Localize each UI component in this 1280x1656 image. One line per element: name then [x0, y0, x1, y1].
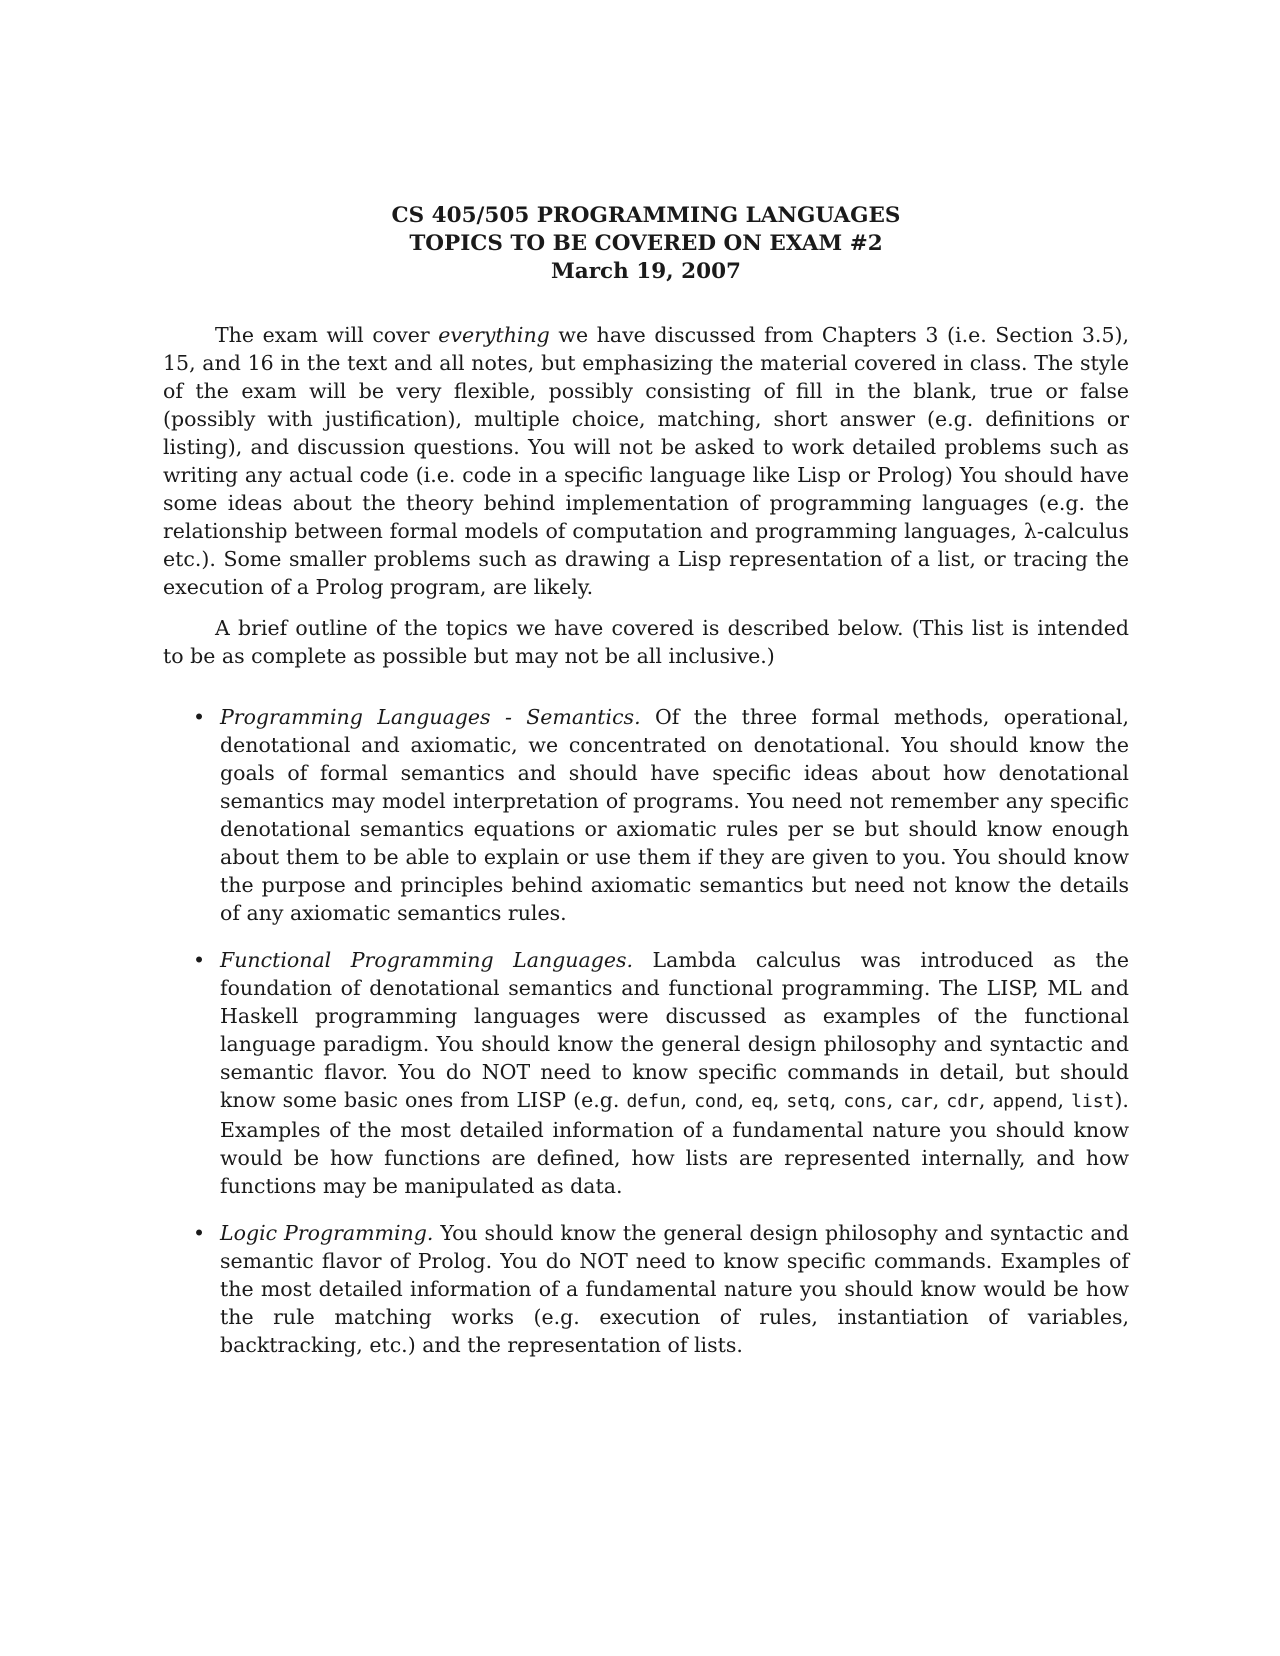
emphasis-everything: everything: [438, 323, 550, 347]
document-header: [163, 202, 1129, 286]
list-item: • Functional Programming Languages. Lambda calculus was introduced as the foundation of denotational semantics and functional programming. The LISP, ML and Haskell programming languages were discussed as examples of the functional language paradigm. You should know the general design philosophy and syntactic and semantic flavor. You do NOT need to know specific commands in detail, but should know some basic ones from LISP (e.g. defun, cond, eq, setq, cons, car, cdr, append, list). Examples of the most detailed information of a fundamental nature you should know would be how functions are defined, how lists are represented internally, and how functions may be manipulated as data.: [193, 948, 1129, 1198]
lisp-command: eq: [751, 1091, 773, 1112]
topic-body: Lambda calculus was introduced as the foundation of denotational semantics and functional programming. The LISP, ML and Haskell programming languages were discussed as examples of the functional language paradigm. You should know the general design philosophy and syntactic and semantic flavor. You do NOT need to know specific commands in detail, but should know some basic ones from LISP (e.g.: [220, 948, 1129, 1112]
exam-date: March 19, 2007: [551, 259, 741, 284]
list-item: [163, 1219, 1129, 1359]
list-item: [163, 703, 1129, 927]
lisp-command: cons: [843, 1091, 887, 1112]
lisp-command: cond: [694, 1091, 738, 1112]
outline-paragraph: A brief outline of the topics we have covered is described below. (This list is intended to be as complete as possible but may not be all inclusive.): [163, 616, 1129, 668]
lisp-command: defun: [626, 1091, 681, 1112]
lisp-command: setq: [786, 1091, 830, 1112]
topic-title: Logic Programming.: [220, 1221, 434, 1245]
lisp-command: list: [1071, 1091, 1115, 1112]
topic-body: Of the three formal methods, operational, denotational and axiomatic, we concentrated on denotational. You should know the goals of formal semantics and should have specific ideas about how denotational semantics may model interpretation of programs. You need not remember any specific denotational semantics equations or axiomatic rules per se but should know enough about them to be able to explain or use them if they are given to you. You should know the purpose and principles behind axiomatic semantics but need not know the details of any axiomatic semantics rules.: [220, 705, 1129, 925]
bullet-icon: •: [193, 705, 206, 729]
topic-body: ). Examples of the most detailed information of a fundamental nature you should know would be how functions are defined, how lists are represented internally, and how functions may be manipulated as data.: [220, 1088, 1129, 1198]
intro-paragraph: The exam will cover everything we have discussed from Chapters 3 (i.e. Section 3.5), 15, and 16 in the text and all notes, but emphasizing the material covered in class. The style of the exam will be very flexible, possibly consisting of fill in the blank, true or false (possibly with justification), multiple choice, matching, short answer (e.g. definitions or listing), and discussion questions. You will not be asked to work detailed problems such as writing any actual code (i.e. code in a specific language like Lisp or Prolog) You should have some ideas about the theory behind implementation of programming languages (e.g. the relationship between formal models of computation and programming languages, λ-calculus etc.). Some smaller problems such as drawing a Lisp representation of a list, or tracing the execution of a Prolog program, are likely.: [163, 323, 1130, 599]
topics-list: [163, 703, 1129, 1359]
lisp-command: append: [992, 1091, 1058, 1112]
topic-title: Programming Languages - Semantics.: [220, 705, 641, 729]
bullet-icon: •: [193, 948, 206, 972]
lisp-command: cdr: [946, 1091, 979, 1112]
course-title: CS 405/505 PROGRAMMING LANGUAGES: [391, 203, 901, 228]
exam-title: TOPICS TO BE COVERED ON EXAM #2: [409, 231, 883, 256]
topic-body: You should know the general design philosophy and syntactic and semantic flavor of Prolog. You do NOT need to know specific commands. Examples of the most detailed information of a fundamental nature you should know would be how the rule matching works (e.g. execution of rules, instantiation of variables, backtracking, etc.) and the representation of lists.: [220, 1221, 1129, 1357]
bullet-icon: •: [193, 1221, 206, 1245]
document-page: [163, 202, 1129, 1378]
lisp-command: car: [900, 1091, 933, 1112]
topic-title: Functional Programming Languages.: [220, 948, 634, 972]
